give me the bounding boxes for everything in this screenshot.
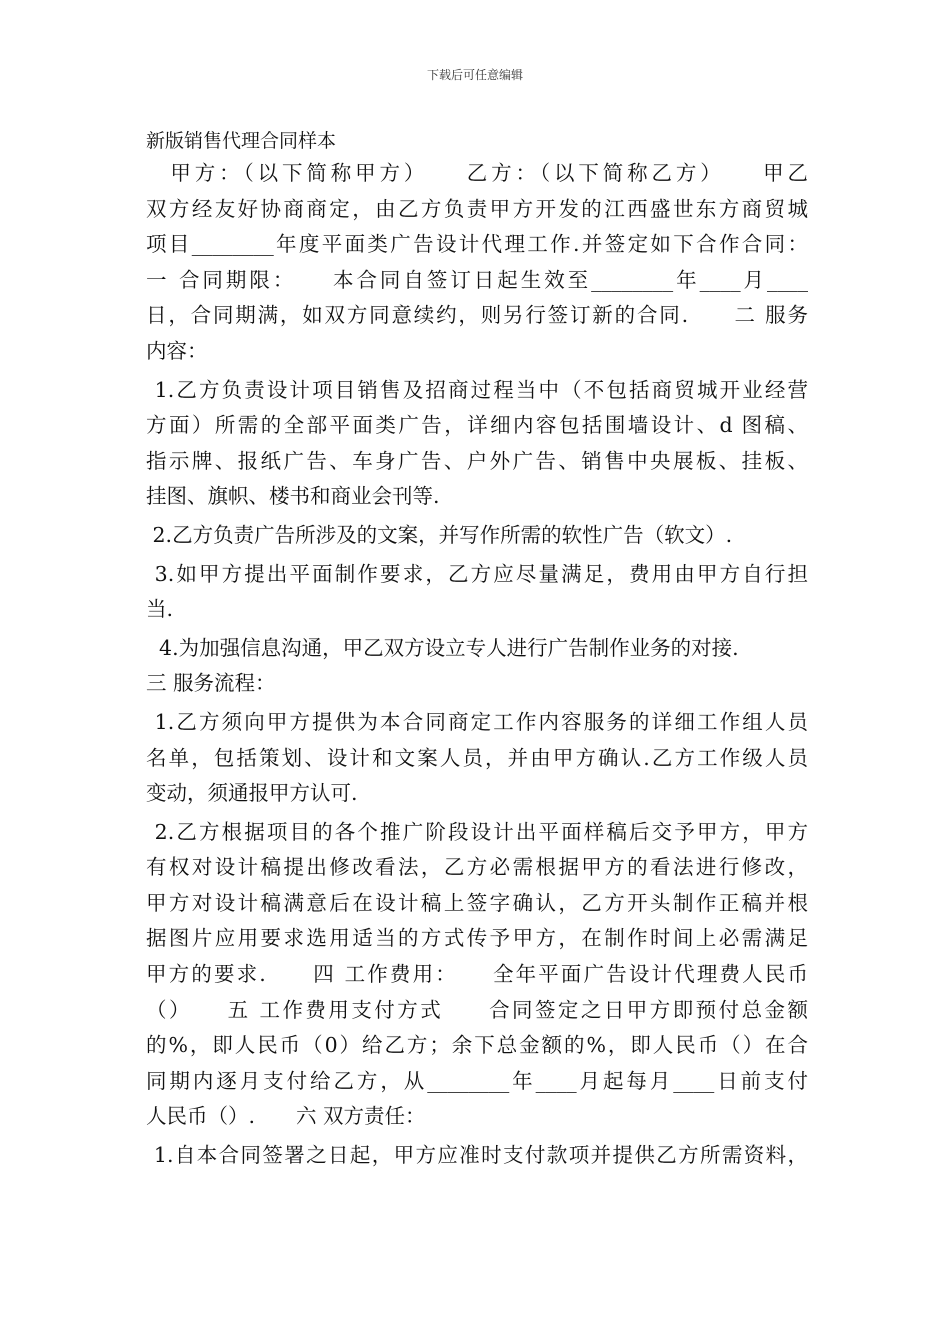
paragraph-line: 内容：	[146, 338, 208, 363]
paragraph-line: 项目________年度平面类广告设计代理工作.并签定如下合作合同：	[146, 232, 808, 257]
paragraph-line: 人民币（）. 六 双方责任：	[146, 1104, 426, 1129]
paragraph-line: 1.自本合同签署之日起，甲方应准时支付款项并提供乙方所需资料，	[146, 1143, 808, 1168]
paragraph-line: 方面）所需的全部平面类广告，详细内容包括围墙设计、d 图稿、	[146, 413, 808, 438]
paragraph-line: 2.乙方根据项目的各个推广阶段设计出平面样稿后交予甲方，甲方	[146, 819, 808, 844]
paragraph-line: （） 五 工作费用支付方式 合同签定之日甲方即预付总金额	[146, 997, 808, 1022]
paragraph-line: 挂图、旗帜、楼书和商业会刊等.	[146, 484, 440, 509]
paragraph-line: 当.	[146, 597, 174, 622]
paragraph-line: 日，合同期满，如双方同意续约，则另行签订新的合同. 二 服务	[146, 303, 808, 328]
paragraph-line: 1.乙方须向甲方提供为本合同商定工作内容服务的详细工作组人员	[146, 709, 808, 734]
paragraph-line: 一 合同期限： 本合同自签订日起生效至________年____月____	[146, 267, 808, 292]
paragraph-line: 1.乙方负责设计项目销售及招商过程当中（不包括商贸城开业经营	[146, 377, 808, 402]
paragraph-line: 3.如甲方提出平面制作要求，乙方应尽量满足，费用由甲方自行担	[146, 561, 808, 586]
paragraph-line: 指示牌、报纸广告、车身广告、户外广告、销售中央展板、挂板、	[146, 448, 808, 473]
paragraph-line: 名单，包括策划、设计和文案人员，并由甲方确认.乙方工作级人员	[146, 745, 808, 770]
paragraph-line: 据图片应用要求选用适当的方式传予甲方，在制作时间上必需满足	[146, 926, 808, 951]
paragraph-line: 双方经友好协商商定，由乙方负责甲方开发的江西盛世东方商贸城	[146, 196, 808, 221]
page-header-note: 下载后可任意编辑	[426, 68, 523, 82]
document-title: 新版销售代理合同样本	[146, 130, 337, 152]
paragraph-line: 的%，即人民币（0）给乙方；余下总金额的%，即人民币（）在合	[146, 1033, 808, 1058]
paragraph-line: 变动，须通报甲方认可.	[146, 781, 358, 806]
paragraph-line: 4.为加强信息沟通，甲乙双方设立专人进行广告制作业务的对接.	[146, 635, 739, 660]
paragraph-line: 甲方对设计稿满意后在设计稿上签字确认，乙方开头制作正稿并根	[146, 890, 808, 915]
paragraph-line: 三 服务流程：	[146, 671, 276, 696]
paragraph-line: 同期内逐月支付给乙方，从________年____月起每月____日前支付	[146, 1068, 808, 1093]
document-body	[146, 156, 808, 1174]
paragraph-line: 有权对设计稿提出修改看法，乙方必需根据甲方的看法进行修改，	[146, 855, 808, 880]
paragraph-line: 甲方：（以下简称甲方） 乙方：（以下简称乙方） 甲乙	[146, 161, 808, 185]
paragraph-line: 甲方的要求. 四 工作费用： 全年平面广告设计代理费人民币	[146, 962, 808, 987]
paragraph-line: 2.乙方负责广告所涉及的文案，并写作所需的软性广告（软文）.	[146, 522, 733, 547]
